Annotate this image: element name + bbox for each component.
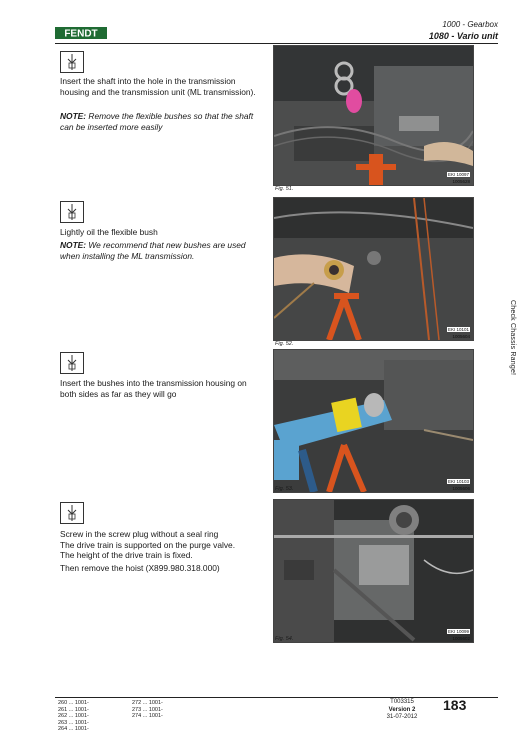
step-1-instruction: Insert the shaft into the hole in the transmission housing and the transmission unit (ML transmission). (60, 76, 256, 97)
image-code: 1005628 (452, 179, 470, 184)
step-2-instruction: Lightly oil the flexible bush (60, 227, 158, 237)
photo-fig-53 (273, 349, 474, 493)
ref-code: EKI 10103 (447, 479, 469, 484)
note-label: NOTE: (60, 111, 87, 121)
image-code: 1005602 (452, 636, 470, 641)
note-text: We recommend that new bushes are used when installing the ML transmission. (60, 240, 246, 261)
photo-fig-51 (273, 45, 474, 186)
step-4-instruction (60, 529, 270, 573)
ref-code: EKI 10099 (447, 629, 469, 634)
header-rule (55, 43, 498, 44)
wrench-step-icon (60, 352, 84, 374)
serial-list-left (58, 700, 89, 733)
wrench-step-icon (60, 502, 84, 524)
doc-version: Version 2 (388, 706, 416, 713)
photo-fig-54 (273, 499, 474, 643)
figure-label: Fig. 52. (275, 341, 294, 347)
figure-label: Fig. 53. (275, 486, 294, 492)
serial-entry: 273 ... 1001- (132, 706, 163, 713)
footer-rule (55, 697, 498, 698)
serial-entry: 274 ... 1001- (132, 713, 163, 719)
note-label: NOTE: (60, 240, 87, 250)
document-info (370, 699, 434, 722)
note-text: Remove the flexible bushes so that the shaft can be inserted more easily (60, 111, 254, 132)
serial-entry: 262 ... 1001- (58, 713, 89, 719)
instruction-line: The drive train is supported on the purge valve. (60, 539, 236, 550)
serial-entry: 260 ... 1001- (58, 700, 89, 706)
image-code: 1005604 (452, 334, 470, 339)
figure-label: Fig. 51. (275, 186, 294, 192)
instruction-line: Then remove the hoist (X899.980.318.000) (60, 562, 220, 573)
serial-entry: 272 ... 1001- (132, 700, 163, 706)
page-number: 183 (443, 697, 467, 713)
image-code: 1005606 (452, 486, 470, 491)
serial-entry: 263 ... 1001- (58, 719, 89, 726)
subsection-title: 1080 - Vario unit (428, 31, 498, 41)
wrench-step-icon (60, 201, 84, 223)
figure-label: Fig. 54. (275, 636, 294, 642)
side-tab: Check Chassis Range! (509, 300, 516, 376)
instruction-line: Screw in the screw plug without a seal ring (60, 529, 219, 539)
ref-code: EKI 10101 (447, 327, 469, 332)
wrench-step-icon (60, 51, 84, 73)
step-2-note (60, 240, 260, 261)
section-title: 1000 - Gearbox (442, 20, 498, 29)
step-1-note (60, 111, 260, 132)
serial-entry: 261 ... 1001- (58, 706, 89, 713)
fendt-logo (55, 27, 107, 39)
photo-fig-52 (273, 197, 474, 341)
brand-text: FENDT (64, 28, 98, 39)
step-3-instruction: Insert the bushes into the transmission housing on both sides as far as they will go (60, 378, 247, 399)
ref-code: EKI 10097 (447, 172, 469, 177)
doc-date: 31-07-2012 (386, 714, 418, 720)
doc-code: T003315 (390, 699, 414, 705)
serial-entry: 264 ... 1001- (58, 726, 89, 732)
serial-list-right (132, 700, 163, 720)
instruction-line: The height of the drive train is fixed. (60, 550, 193, 561)
